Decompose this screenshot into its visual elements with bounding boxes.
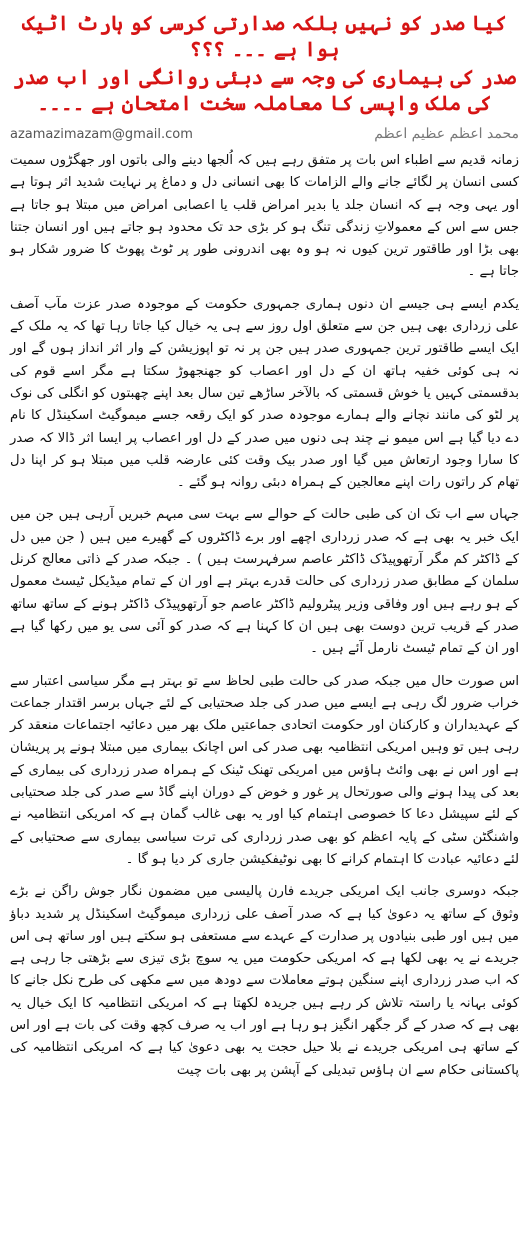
paragraph-3: جہاں سے اب تک ان کی طبی حالت کے حوالے سے بہت سی مبہم خبریں آرہی ہیں جن میں ایک خبر یہ بھی ہے کہ صدر زرداری اچھے اور برے ڈاکٹروں کے گھیرے میں ہیں ( جن میں دل کے ڈاکٹر کم مگر آرتھوپیڈک ڈاکٹر عاصم سرفہرست ہیں ) ۔ جبکہ صدر کے ذاتی معالج کرنل سلمان کے مطابق صدر زرداری کی حالت قدرے بہتر ہے اور ان کے تمام میڈیکل ٹیسٹ معمول کے ہو رہے ہیں اور وفاقی وزیر پیٹرولیم ڈاکٹر عاصم جو آرتھوپیڈک ڈاکٹر ہونے کے ساتھ ساتھ صدر کے قریب ترین دوست بھی ہیں ان کا کہنا ہے کہ صدر کو آئی سی یو میں رکھا گیا ہے اور ان کے تمام ٹیسٹ نارمل آئے ہیں ۔	[10, 507, 519, 657]
author-email[interactable]: azamazimazam@gmail.com	[10, 126, 193, 142]
headline-primary: کیا صدر کو نہیں بلکہ صدارتی کرسی کو ہارٹ اٹیک ہوا ہے ۔۔۔ ؟؟؟	[22, 11, 507, 61]
paragraph-2: یکدم ایسے ہی جیسے ان دنوں ہماری جمہوری حکومت کے موجودہ صدر عزت مآب آصف علی زرداری بھی ہیں جن سے متعلق اول روز سے ہی یہ خیال کیا جاتا رہا تھا کہ یہ ملک کے ایک ایسے طاقتور ترین جمہوری صدر ہیں جن پر نہ تو اپوزیشن کے وار اثر انداز ہوں گے اور نہ ہی کوئی خفیہ ہاتھ ان کے دل اور اعصاب کو جھنجھوڑ سکتا ہے مگر اسے قوم کی بدقسمتی کہیں یا خوش قسمتی کہ بالآخر ساڑھے تین سال بعد اپنے چھبتوں کو انگلی کی نوک پر لٹو کی مانند نچانے والے ہمارے موجودہ صدر کو ایک رقعہ جسے میموگیٹ اسکینڈل کا نام دے دیا گیا ہے اس میمو نے چند ہی دنوں میں صدر کے دل اور اعصاب پر ایسا اثر ڈالا کہ صدر کا سارا وجود ارتعاش میں گیا اور صدر بیک وقت کئی عارضہ قلب میں مبتلا ہو کر اپنا دل تھام کر راتوں رات اپنے معالجین کے ہمراہ دبئی روانہ ہو گئے ۔	[10, 296, 519, 491]
paragraph-1: زمانہ قدیم سے اطباء اس بات پر متفق رہے ہیں کہ اُلجھا دینے والی باتوں اور جھگڑوں سمیت کسی انسان پر لگائے جانے والے الزامات کا بھی انسانی دل و دماغ پر نہایت شدید اثر ہوتا ہے اور یہی وجہ ہے کہ انسان جلد یا بدیر امراض قلب یا اعصابی امراض میں مبتلا ہو جاتا ہے جس سے اس کے معمولاتِ زندگی تنگ ہو کر بڑی حد تک محدود ہو جاتے ہیں اور انسان جتنا بھی بڑا اور طاقتور ترین کیوں نہ ہو وہ بھی اندرونی طور پر ٹوٹ پھوٹ کا ضرور شکار ہو جاتا ہے ۔	[10, 153, 519, 280]
paragraph-4: اس صورت حال میں جبکہ صدر کی حالت طبی لحاظ سے تو بہتر ہے مگر سیاسی اعتبار سے خراب ضرور لگ رہی ہے ایسے میں صدر کی جلد صحتیابی کے لئے جہاں برسر اقتدار جماعت کے عہدیداران و کارکنان اور حکومت اتحادی جماعتیں ملک بھر میں دعائیہ اجتماعات منعقد کر رہی ہیں تو وہیں امریکی انتظامیہ بھی صدر کی اس اچانک بیماری میں مبتلا ہونے پر پریشان ہے اور اس نے بھی وائٹ ہاؤس میں امریکی تھنک ٹینک کے ہمراہ صدر زرداری کی بیماری کے بعد کی پیدا ہونے والی صورتحال پر غور و خوض کے دوران اپنے گاڈ سے صدر کی جلد صحتیابی کے لئے سپیشل دعا کا خصوصی اہتمام کیا اور یہ بھی غالب گمان ہے کہ امریکی انتظامیہ نے واشنگٹن سٹی کے پایہ اعظم کو بھی صدر زرداری کی ترت سیاسی بیماری سے صحتیابی کے لئے دعائیہ عبادت کا اہتمام کرانے کا بھی نوٹیفکیشن جاری کر دیا ہو گا ۔	[10, 673, 519, 867]
author-name: محمد اعظم عظیم اعظم	[374, 126, 519, 142]
byline	[10, 126, 519, 142]
headline-secondary: صدر کی بیماری کی وجہ سے دبئی روانگی اور اب صدر کی ملک واپسی کا معاملہ سخت امتحان ہے ۔۔۔۔	[12, 65, 517, 115]
paragraph-5: جبکہ دوسری جانب ایک امریکی جریدے فارن پالیسی میں مضمون نگار جوش راگن نے بڑے وثوق کے ساتھ یہ دعویٰ کیا ہے کہ صدر آصف علی زرداری میموگیٹ اسکینڈل پر شدید دباؤ میں ہیں اور طبی بنیادوں پر صدارت کے عہدے سے مستعفی ہو سکتے ہیں اور ساتھ ہی اس جریدے نے یہ بھی لکھا ہے کہ امریکی حکومت میں یہ سوچ بڑی تیزی سے بڑھتی جا رہی ہے کہ اب صدر زرداری اپنے سنگین ہوتے معاملات سے دودھ میں سے مکھی کی طرح نکل جانے کا کوئی بہانہ یا راستہ تلاش کر رہے ہیں جریدہ لکھتا ہے کہ امریکی انتظامیہ کا ایک خیال یہ بھی ہے کہ صدر کے گر جگھر انگیز ہو رہا ہے اور اب یہ صرف کچھ وقت کی بات ہے اور اس کے ساتھ ہی امریکی جریدے نے بلا حیل حجت یہ بھی دعویٰ کیا ہے کہ امریکی انتظامیہ کی پاکستانی حکام سے ان ہاؤس تبدیلی کے آپشن پر بھی بات چیت	[10, 884, 519, 1078]
article-body	[10, 150, 519, 1082]
